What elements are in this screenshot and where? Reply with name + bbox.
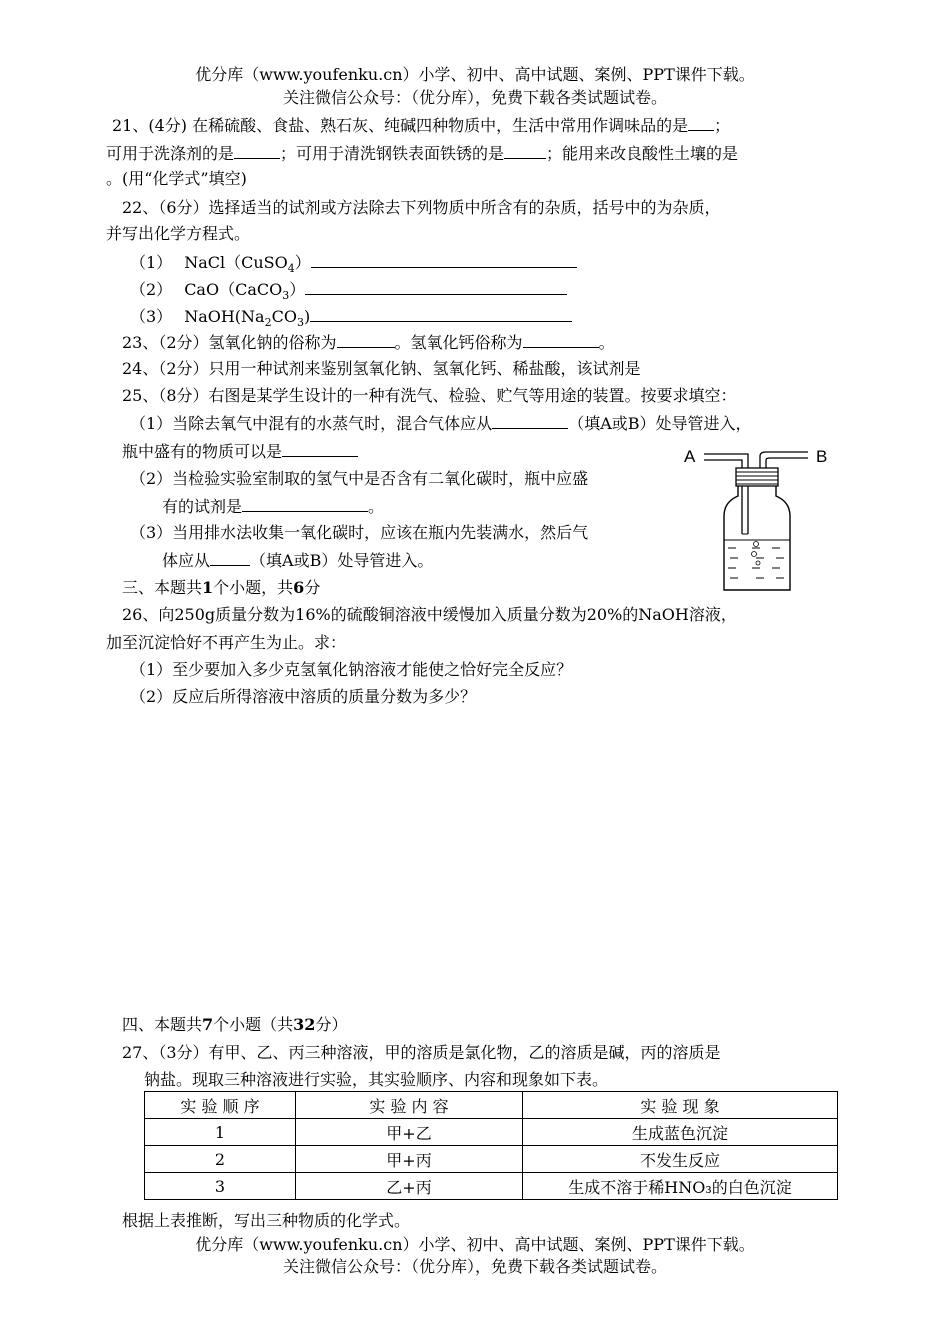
gas-bottle-figure xyxy=(680,444,850,598)
table-cell: 3 xyxy=(145,1173,296,1200)
section-3-text-a: 三、本题共 xyxy=(122,578,203,597)
section-3-points: 6 xyxy=(293,578,305,597)
q25-blank-2[interactable] xyxy=(282,440,358,457)
table-header-cell: 实 验 现 象 xyxy=(523,1092,838,1119)
q25-blank-4[interactable] xyxy=(210,549,250,566)
q22-item-3-sub2: 3 xyxy=(296,316,304,330)
q25-part-2b xyxy=(162,495,384,518)
q22-item-3-pre: NaOH(Na xyxy=(184,307,265,326)
q26-line-2: 加至沉淀恰好不再产生为止。求： xyxy=(106,633,347,652)
q21-line-2 xyxy=(106,142,738,165)
table-cell: 生成不溶于稀HNO₃的白色沉淀 xyxy=(523,1173,838,1200)
q25-part-3: （3）当用排水法收集一氧化碳时，应该在瓶内先装满水，然后气 xyxy=(130,523,589,542)
q22-item-2-blank[interactable] xyxy=(305,278,567,295)
q23-line xyxy=(122,331,615,354)
q26-part-2: （2）反应后所得溶液中溶质的质量分数为多少？ xyxy=(130,687,477,706)
q27-line-1: 27、（3分）有甲、乙、丙三种溶液，甲的溶质是氯化物，乙的溶质是碱，丙的溶质是 xyxy=(122,1043,721,1062)
q26-part-1: （1）至少要加入多少克氢氧化钠溶液才能使之恰好完全反应？ xyxy=(130,660,573,679)
section-4-text-a: 四、本题共 xyxy=(122,1015,203,1034)
table-cell: 1 xyxy=(145,1119,296,1146)
q27-after: 根据上表推断，写出三种物质的化学式。 xyxy=(122,1211,411,1230)
q25-intro: 25、（8分）右图是某学生设计的一种有洗气、检验、贮气等用途的装置。按要求填空： xyxy=(122,386,737,405)
q21-blank-2[interactable] xyxy=(234,142,280,159)
section-4-text-c: 分） xyxy=(315,1015,348,1034)
q25-p2-text-c: 。 xyxy=(368,497,385,516)
table-row xyxy=(145,1173,838,1200)
table-row xyxy=(145,1119,838,1146)
table-cell: 生成蓝色沉淀 xyxy=(523,1119,838,1146)
q22-line-1: 22、（6分）选择适当的试剂或方法除去下列物质中所含有的杂质，括号中的为杂质， xyxy=(122,198,721,217)
table-header-cell: 实 验 内 容 xyxy=(296,1092,523,1119)
q21-blank-1[interactable] xyxy=(688,114,714,131)
q22-item-1-num: （1） xyxy=(130,253,173,272)
q25-blank-3[interactable] xyxy=(242,495,368,512)
q23-blank-2[interactable] xyxy=(523,331,599,348)
section-4-text-b: 个小题（共 xyxy=(213,1015,294,1034)
table-header-cell: 实 验 顺 序 xyxy=(145,1092,296,1119)
q25-part-2: （2）当检验实验室制取的氢气中是否含有二氧化碳时，瓶中应盛 xyxy=(130,469,589,488)
table-cell: 甲+乙 xyxy=(296,1119,523,1146)
q22-item-2-sub: 3 xyxy=(282,289,290,303)
q23-text-c: 。 xyxy=(598,333,615,352)
section-3-heading xyxy=(122,577,320,599)
q25-part-3b xyxy=(162,549,433,572)
table-cell: 乙+丙 xyxy=(296,1173,523,1200)
q22-item-1-post: ） xyxy=(294,253,311,272)
experiment-table xyxy=(144,1091,838,1200)
q25-blank-1[interactable] xyxy=(492,412,568,429)
q26-line-1: 26、向250g质量分数为16%的硫酸铜溶液中缓慢加入质量分数为20%的NaOH溶液， xyxy=(122,605,737,624)
header-line-1: 优分库（www.youfenku.cn）小学、初中、高中试题、案例、PPT课件下载。 xyxy=(195,65,755,84)
table-cell: 不发生反应 xyxy=(523,1146,838,1173)
table-header-row xyxy=(145,1092,838,1119)
header-line-2: 关注微信公众号：（优分库），免费下载各类试题试卷。 xyxy=(282,88,667,107)
q25-p3-text-b: 体应从 xyxy=(162,551,211,570)
table-cell: 甲+丙 xyxy=(296,1146,523,1173)
tube-b-label: B xyxy=(816,447,828,466)
q22-item-2-pre: CaO（CaCO xyxy=(184,280,283,299)
q21-blank-3[interactable] xyxy=(504,142,546,159)
section-3-text-b: 个小题，共 xyxy=(213,578,294,597)
q21-line-1 xyxy=(112,114,730,137)
q22-item-2 xyxy=(130,278,567,307)
q22-item-1 xyxy=(130,251,577,280)
q25-p3-text-c: （填A或B）处导管进入。 xyxy=(250,551,434,570)
section-3-text-c: 分 xyxy=(304,578,321,597)
q25-part-1 xyxy=(130,412,752,435)
q22-item-3 xyxy=(130,305,572,334)
q22-line-2: 并写出化学方程式。 xyxy=(106,224,251,243)
q22-item-1-pre: NaCl（CuSO xyxy=(184,253,288,272)
section-4-count: 7 xyxy=(202,1015,214,1034)
q23-text-a: 23、（2分）氢氧化钠的俗称为 xyxy=(122,333,337,352)
footer-line-1: 优分库（www.youfenku.cn）小学、初中、高中试题、案例、PPT课件下载。 xyxy=(195,1235,755,1254)
q22-item-3-blank[interactable] xyxy=(310,305,572,322)
q22-item-1-blank[interactable] xyxy=(311,251,577,268)
q25-part-1b xyxy=(122,440,358,463)
q21-text-c: 可用于洗涤剂的是 xyxy=(106,144,235,163)
q22-item-3-num: （3） xyxy=(130,307,173,326)
q21-line-3: 。(用“化学式”填空) xyxy=(106,169,247,188)
q21-text-d: ；可用于清洗钢铁表面铁锈的是 xyxy=(280,144,505,163)
q22-item-1-sub: 4 xyxy=(287,262,295,276)
q24-line: 24、（2分）只用一种试剂来鉴别氢氧化钠、氢氧化钙、稀盐酸，该试剂是 xyxy=(122,359,641,378)
q23-text-b: 。氢氧化钙俗称为 xyxy=(394,333,523,352)
q25-p1-text-a: （1）当除去氧气中混有的水蒸气时，混合气体应从 xyxy=(130,414,493,433)
section-3-count: 1 xyxy=(202,578,214,597)
q21-text-a: 21、(4分) 在稀硫酸、食盐、熟石灰、纯碱四种物质中，生活中常用作调味品的是 xyxy=(112,116,689,135)
q21-text-e: ；能用来改良酸性土壤的是 xyxy=(546,144,739,163)
q25-p2-text-b: 有的试剂是 xyxy=(162,497,243,516)
q22-item-3-post: ) xyxy=(303,307,311,326)
table-cell: 2 xyxy=(145,1146,296,1173)
q21-text-b: ； xyxy=(714,116,731,135)
q23-blank-1[interactable] xyxy=(337,331,395,348)
q22-item-3-mid: CO xyxy=(271,307,297,326)
q25-p1-text-c: 瓶中盛有的物质可以是 xyxy=(122,442,283,461)
q22-item-3-sub: 2 xyxy=(264,316,272,330)
tube-a-label: A xyxy=(684,447,696,466)
footer-line-2: 关注微信公众号：（优分库），免费下载各类试题试卷。 xyxy=(282,1257,667,1276)
section-4-points: 32 xyxy=(293,1015,316,1034)
q27-line-2: 钠盐。现取三种溶液进行实验，其实验顺序、内容和现象如下表。 xyxy=(144,1070,609,1089)
table-row xyxy=(145,1146,838,1173)
section-4-heading xyxy=(122,1014,347,1036)
q25-p1-text-b: （填A或B）处导管进入， xyxy=(568,414,752,433)
q22-item-2-num: （2） xyxy=(130,280,173,299)
q22-item-2-post: ） xyxy=(289,280,306,299)
